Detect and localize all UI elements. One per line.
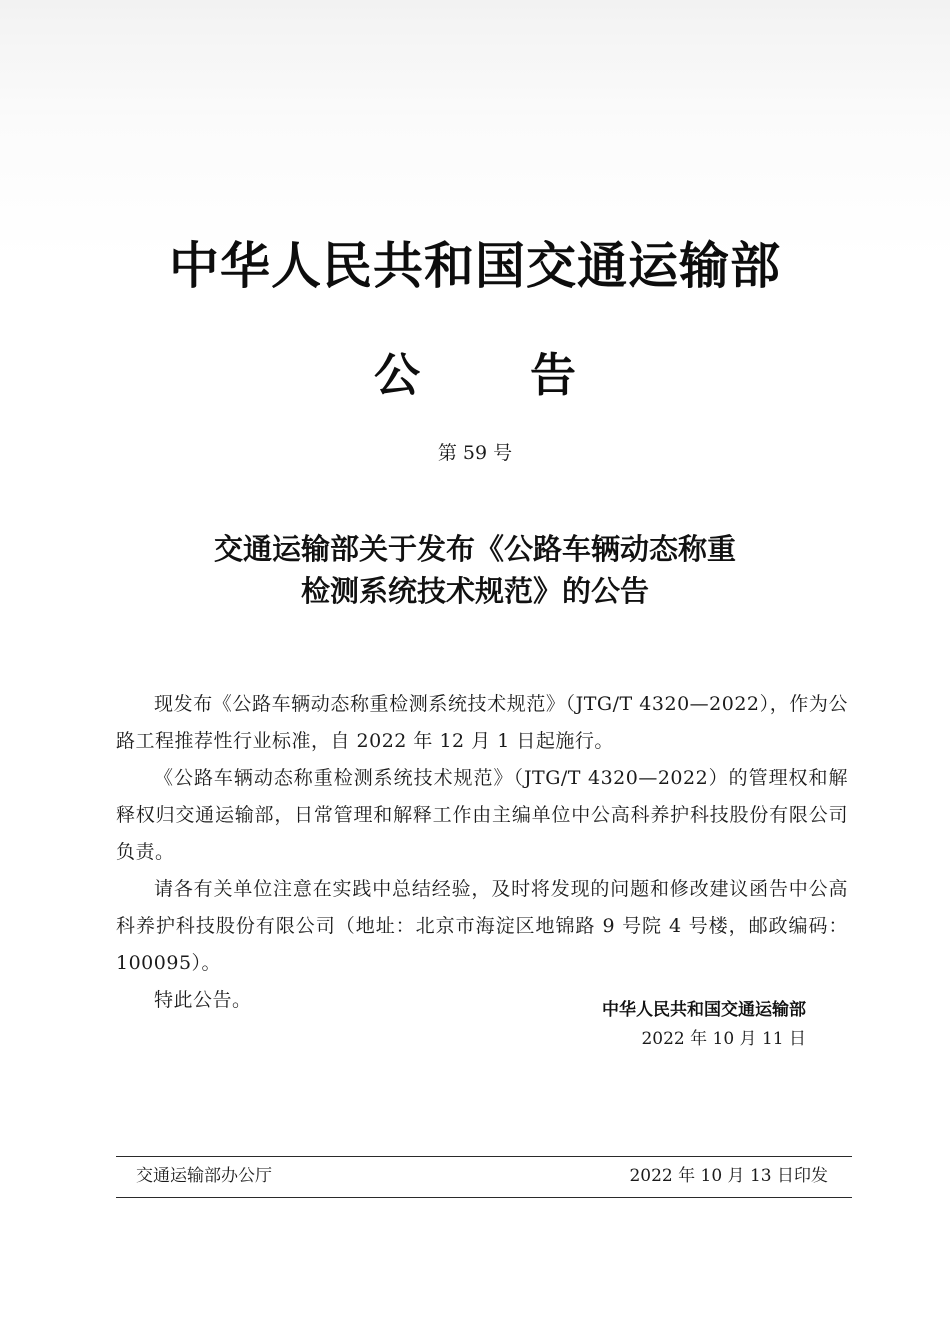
title-line-1: 交通运输部关于发布《公路车辆动态称重: [213, 532, 736, 566]
footer-print-date: 2022 年 10 月 13 日印发: [629, 1166, 828, 1186]
announcement-body: [116, 686, 848, 1019]
body-paragraph: 请各有关单位注意在实践中总结经验，及时将发现的问题和修改建议函告中公高科养护科技股份有限公司（地址：北京市海淀区地锦路 9 号院 4 号楼，邮政编码：100095）。: [116, 878, 848, 974]
footer-office: 交通运输部办公厅: [136, 1166, 272, 1186]
signature-issuer: 中华人民共和国交通运输部: [602, 1000, 806, 1020]
footer-bottom-rule: [116, 1197, 852, 1198]
body-paragraph: 特此公告。: [154, 989, 252, 1011]
announcement-title: [0, 528, 950, 612]
body-paragraph: 《公路车辆动态称重检测系统技术规范》（JTG/T 4320—2022）的管理权和解释权归交通运输部，日常管理和解释工作由主编单位中公高科养护科技股份有限公司负责。: [116, 767, 848, 863]
document-type: [0, 345, 950, 405]
document-type-char-2: 告: [530, 348, 576, 402]
document-number: 第 59 号: [437, 442, 513, 464]
title-line-2: 检测系统技术规范》的公告: [300, 574, 649, 608]
footer-top-rule: [116, 1156, 852, 1157]
signature-date: 2022 年 10 月 11 日: [641, 1029, 806, 1049]
body-paragraph: 现发布《公路车辆动态称重检测系统技术规范》（JTG/T 4320—2022），作为公路工程推荐性行业标准，自 2022 年 12 月 1 日起施行。: [116, 693, 848, 752]
document-type-char-1: 公: [374, 348, 420, 402]
ministry-name: 中华人民共和国交通运输部: [169, 237, 781, 295]
